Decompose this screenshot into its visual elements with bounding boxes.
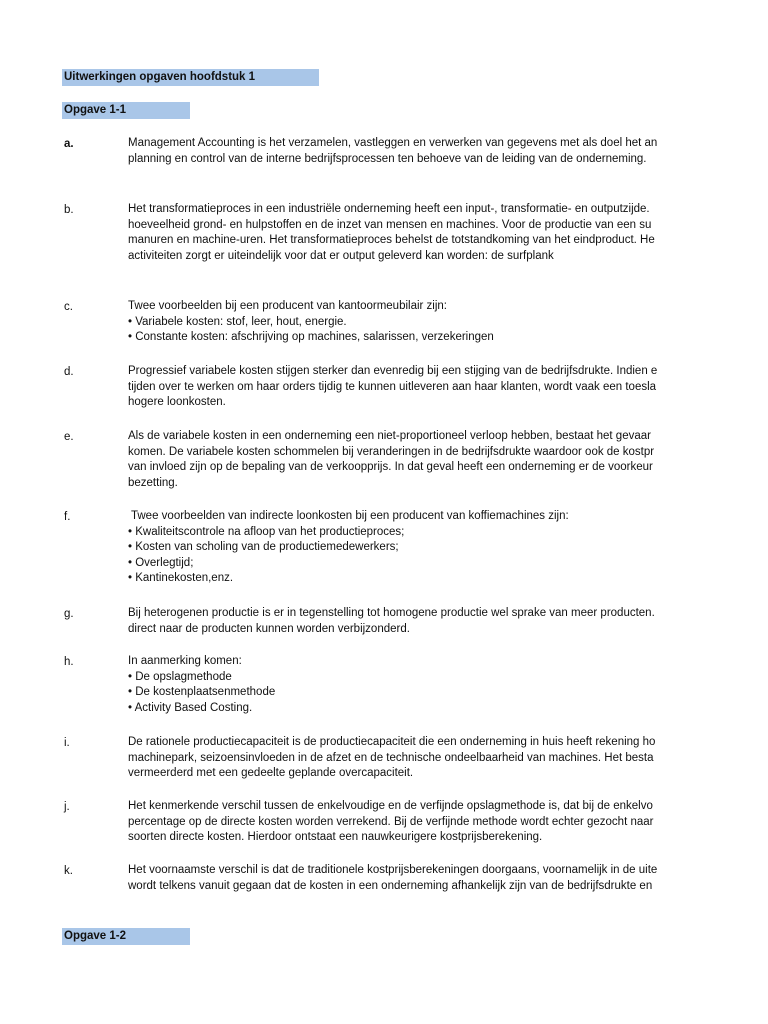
text-line: • De kostenplaatsenmethode xyxy=(128,686,276,699)
text-line: manuren en machine-uren. Het transformatieproces behelst de totstandkoming van het eindproduct. He xyxy=(128,234,655,247)
text-line: hoeveelheid grond- en hulpstoffen en de inzet van mensen en machines. Voor de productie van een su xyxy=(128,218,652,231)
text-line: Als de variabele kosten in een onderneming een niet-proportioneel verloop hebben, bestaat het gevaar xyxy=(128,430,651,442)
text-line: Twee voorbeelden van indirecte loonkosten bij een producent van koffiemachines zijn: xyxy=(128,510,569,522)
item-text xyxy=(128,509,704,587)
item-text xyxy=(128,429,704,491)
item-text xyxy=(128,299,704,346)
text-line: machinepark, seizoensinvloeden in de afzet en de technische ondeelbaarheid van machines. Het besta xyxy=(128,751,654,764)
text-line: Het kenmerkende verschil tussen de enkelvoudige en de verfijnde opslagmethode is, dat bij de enkelvo xyxy=(128,800,653,812)
item-text xyxy=(128,202,704,264)
text-line: • Overlegtijd; xyxy=(128,556,194,569)
text-line: activiteiten zorgt er uiteindelijk voor dat er output geleverd kan worden: de surfplank xyxy=(128,249,554,262)
item-text xyxy=(128,606,704,637)
text-line: wordt telkens vanuit gegaan dat de kosten in een onderneming afhankelijk zijn van de bedrijfsdrukte en xyxy=(128,879,653,892)
text-line: Het transformatieproces in een industriële onderneming heeft een input-, transformatie- en outputzijde. xyxy=(128,203,650,215)
section-heading-opgave-1-2: Opgave 1-2 xyxy=(62,928,190,945)
text-line: • Kosten van scholing van de productiemedewerkers; xyxy=(128,541,399,554)
item-label: a. xyxy=(64,138,74,150)
text-line: Progressief variabele kosten stijgen sterker dan evenredig bij een stijging van de bedrijfsdrukte. Indien e xyxy=(128,365,658,377)
text-line: • Constante kosten: afschrijving op machines, salarissen, verzekeringen xyxy=(128,331,494,344)
item-label: i. xyxy=(64,737,70,749)
text-line: In aanmerking komen: xyxy=(128,655,242,667)
text-line: tijden over te werken om haar orders tijdig te kunnen uitleveren aan haar klanten, wordt vaak een toesla xyxy=(128,380,657,393)
item-text xyxy=(128,799,704,846)
text-line: komen. De variabele kosten schommelen bij veranderingen in de bedrijfsdrukte waardoor ook de kostpr xyxy=(128,445,655,458)
item-text xyxy=(128,735,704,782)
text-line: Management Accounting is het verzamelen, vastleggen en verwerken van gegevens met als doel het an xyxy=(128,137,658,149)
text-line: Bij heterogenen productie is er in tegenstelling tot homogene productie wel sprake van meer producten. xyxy=(128,607,655,619)
item-text xyxy=(128,654,704,716)
document-title: Uitwerkingen opgaven hoofdstuk 1 xyxy=(62,69,319,86)
item-label: j. xyxy=(64,801,70,813)
text-line: De rationele productiecapaciteit is de productiecapaciteit die een onderneming in huis heeft rekening ho xyxy=(128,736,656,748)
text-line: • Kwaliteitscontrole na afloop van het productieproces; xyxy=(128,525,405,538)
text-line: van invloed zijn op de bepaling van de verkoopprijs. In dat geval heeft een onderneming er de voorkeur xyxy=(128,461,653,474)
item-label: e. xyxy=(64,431,74,443)
text-line: • Variabele kosten: stof, leer, hout, energie. xyxy=(128,315,347,328)
item-label: k. xyxy=(64,865,73,877)
item-label: b. xyxy=(64,204,74,216)
text-line: hogere loonkosten. xyxy=(128,396,226,409)
text-line: soorten directe kosten. Hierdoor ontstaat een nauwkeurigere kostprijsberekening. xyxy=(128,831,543,844)
text-line: Het voornaamste verschil is dat de traditionele kostprijsberekeningen doorgaans, voornamelijk in de uite xyxy=(128,864,658,876)
item-label: f. xyxy=(64,511,71,523)
text-line: Twee voorbeelden bij een producent van kantoormeubilair zijn: xyxy=(128,300,448,312)
text-line: planning en control van de interne bedrijfsprocessen ten behoeve van de leiding van de onderneming. xyxy=(128,152,647,165)
item-text xyxy=(128,136,704,167)
text-line: • De opslagmethode xyxy=(128,670,232,683)
item-label: h. xyxy=(64,656,74,668)
text-line: percentage op de directe kosten worden verrekend. Bij de verfijnde methode wordt echter gezocht naar xyxy=(128,815,654,828)
item-label: c. xyxy=(64,301,73,313)
item-text xyxy=(128,364,704,411)
item-label: d. xyxy=(64,366,74,378)
text-line: direct naar de producten kunnen worden verbijzonderd. xyxy=(128,622,410,635)
text-line: bezetting. xyxy=(128,476,178,489)
item-text xyxy=(128,863,704,894)
text-line: vermeerderd met een gedeelte geplande overcapaciteit. xyxy=(128,767,414,780)
section-heading-opgave-1-1: Opgave 1-1 xyxy=(62,102,190,119)
text-line: • Activity Based Costing. xyxy=(128,701,253,714)
text-line: • Kantinekosten,enz. xyxy=(128,572,234,585)
item-label: g. xyxy=(64,608,74,620)
